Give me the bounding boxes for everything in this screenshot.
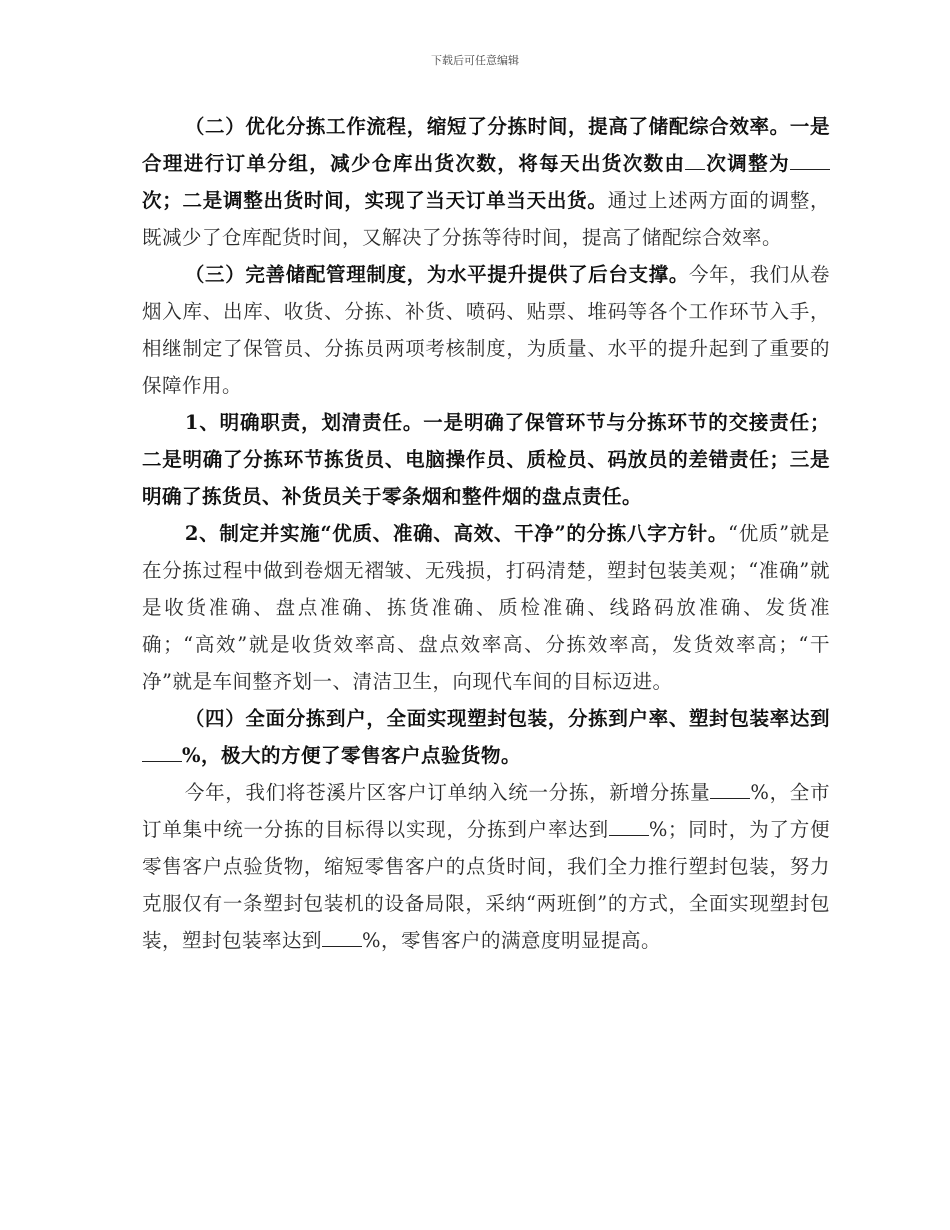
- final-text-c: %；同时，为了方便零售客户点验货物，缩短零售客户的点货时间，我们全力推行塑封包装，努力克服仅有一条塑封包装机的设备局限，采纳“两班倒”的方式，全面实现塑封包装，塑封包装率达到: [142, 818, 830, 952]
- item-2-paragraph: [142, 515, 830, 700]
- final-text-a: 今年，我们将苍溪片区客户订单纳入统一分拣，新增分拣量: [184, 781, 711, 804]
- section-3-paragraph: [142, 256, 830, 404]
- item-1-text: 1、明确职责，划清责任。一是明确了保管环节与分拣环节的交接责任；二是明确了分拣环节拣货员、电脑操作员、质检员、码放员的差错责任；三是明确了拣货员、补货员关于零条烟和整件烟的盘点责任。: [142, 411, 830, 508]
- item-2-body: “优质”就是在分拣过程中做到卷烟无褶皱、无残损，打码清楚，塑封包装美观；“准确”就是收货准确、盘点准确、拣货准确、质检准确、线路码放准确、发货准确；“高效”就是收货效率高、盘点效率高、分拣效率高，发货效率高；“干净”就是车间整齐划一、清洁卫生，向现代车间的目标迈进。: [142, 522, 830, 693]
- fill-blank: [685, 150, 705, 171]
- section-4-text-a: （四）全面分拣到户，全面实现塑封包装，分拣到户率、塑封包装率达到: [184, 707, 830, 730]
- section-4-text-b: %，极大的方便了零售客户点验货物。: [182, 744, 522, 767]
- final-paragraph: [142, 774, 830, 959]
- fill-blank: [142, 742, 182, 763]
- item-1-paragraph: [142, 404, 830, 515]
- section-4-paragraph: [142, 700, 830, 774]
- fill-blank: [609, 816, 649, 837]
- final-text-d: %，零售客户的满意度明显提高。: [362, 929, 662, 952]
- page-header-note: 下载后可任意编辑: [431, 54, 519, 67]
- document-body: [142, 108, 830, 959]
- section-2-text-d: 通过上述两方面的调整，既减少了仓库配货时间，又解决了分拣等待时间，提高了储配综合效率。: [142, 189, 830, 249]
- section-2-paragraph: [142, 108, 830, 256]
- item-2-title: 2、制定并实施“优质、准确、高效、干净”的分拣八字方针。: [184, 522, 729, 545]
- section-2-text-b: 次调整为: [705, 152, 790, 175]
- section-2-text-a: （二）优化分拣工作流程，缩短了分拣时间，提高了储配综合效率。一是合理进行订单分组，减少仓库出货次数，将每天出货次数由: [142, 115, 830, 175]
- fill-blank: [790, 150, 830, 171]
- section-3-body: 今年，我们从卷烟入库、出库、收货、分拣、补货、喷码、贴票、堆码等各个工作环节入手，相继制定了保管员、分拣员两项考核制度，为质量、水平的提升起到了重要的保障作用。: [142, 263, 830, 397]
- section-3-title: （三）完善储配管理制度，为水平提升提供了后台支撑。: [184, 263, 689, 286]
- fill-blank: [710, 779, 750, 800]
- section-2-text-c: 次；二是调整出货时间，实现了当天订单当天出货。: [142, 189, 608, 212]
- final-text-b: %，全市订单集中统一分拣的目标得以实现，分拣到户率达到: [142, 781, 830, 841]
- fill-blank: [322, 927, 362, 948]
